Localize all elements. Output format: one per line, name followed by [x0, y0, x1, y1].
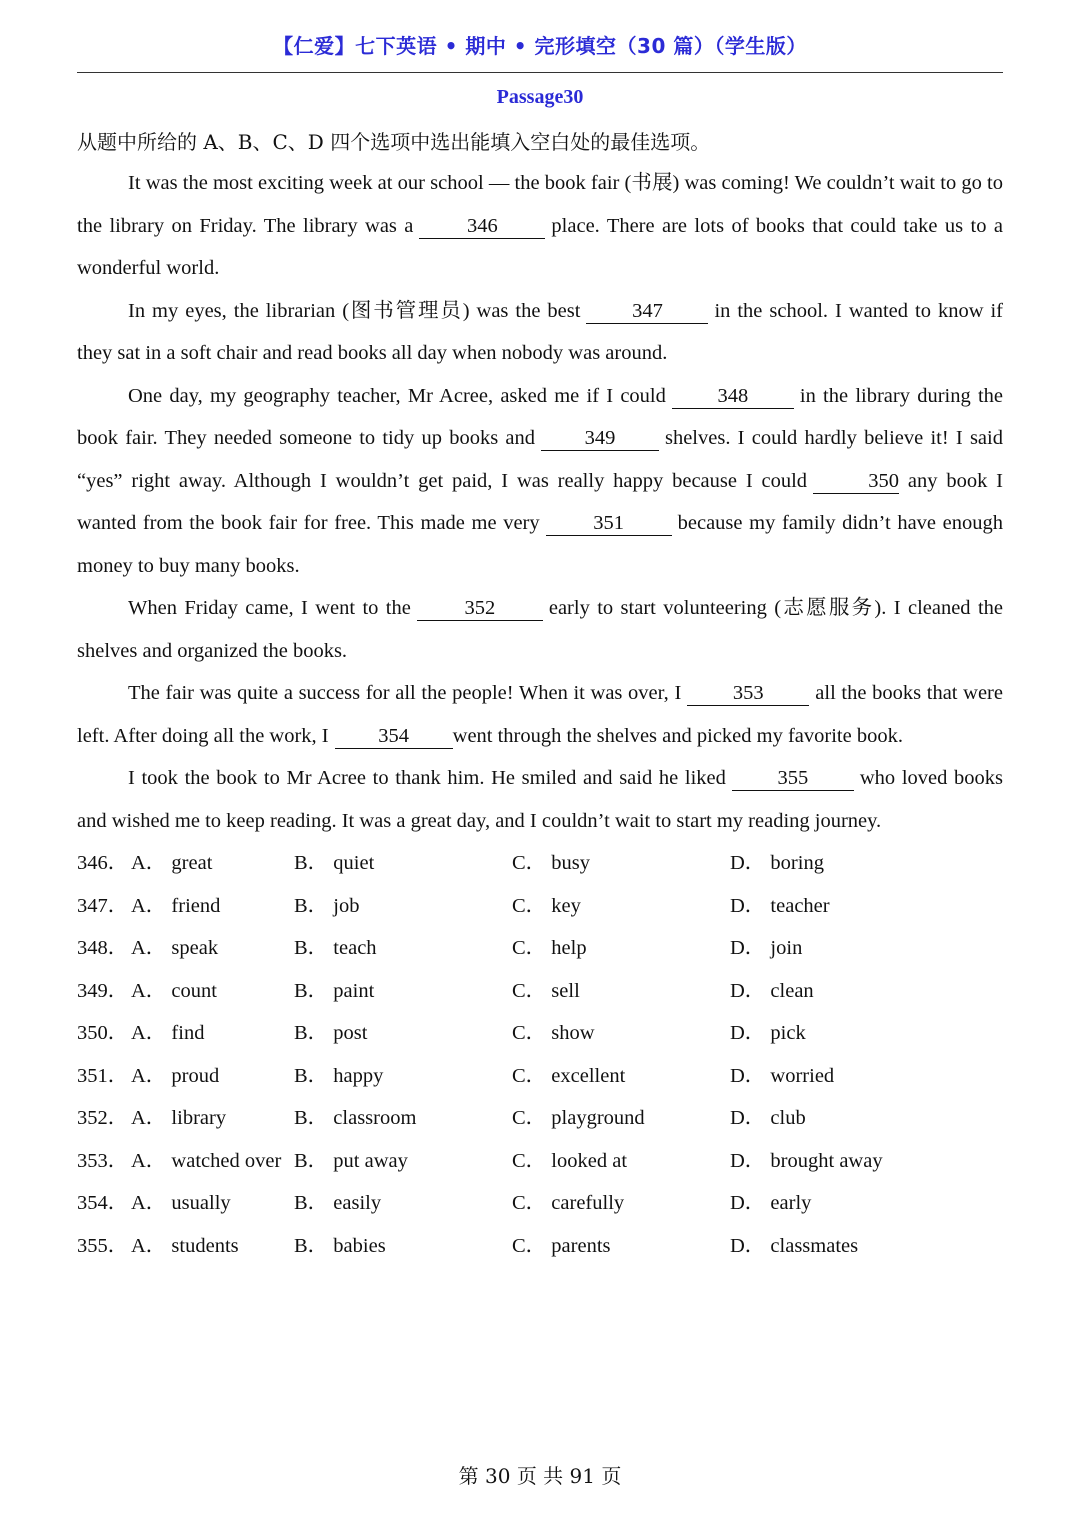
option-c: C． help: [512, 937, 587, 959]
option-a: A． speak: [131, 937, 219, 959]
option-b: B． babies: [294, 1234, 386, 1257]
paragraph-text: One day, my geography teacher, Mr Acree, asked me if I could: [128, 384, 666, 407]
blank-346: 346: [419, 214, 545, 239]
question-number: 346．: [77, 852, 129, 874]
option-c: C． parents: [512, 1234, 611, 1257]
paragraph-text: any book I wanted from the book fair for free. This made me very: [77, 469, 1003, 534]
option-d: D． join: [730, 937, 803, 959]
blank-353: 353: [687, 681, 809, 706]
option-a: A． usually: [131, 1192, 231, 1214]
paragraph-text: The fair was quite a success for all the people! When it was over, I: [128, 682, 682, 704]
question-row: [77, 1182, 1007, 1225]
header-divider: [77, 72, 1003, 73]
paragraph-text: all the books that were left. After doing all the work, I: [77, 682, 1003, 747]
option-d: D． club: [730, 1107, 806, 1129]
option-c: C． looked at: [512, 1149, 628, 1172]
option-c: C． playground: [512, 1107, 645, 1129]
paragraph-text: in the school. I wanted to know if they sat in a soft chair and read books all day when nobody was around.: [77, 299, 1004, 364]
paragraph-5: [77, 672, 1003, 757]
option-c: C． excellent: [512, 1064, 626, 1087]
question-row: [77, 885, 1007, 928]
question-row: [77, 1097, 1007, 1140]
question-number: 351．: [77, 1064, 129, 1087]
blank-348: 348: [672, 384, 794, 409]
instruction-text: 从题中所给的 A、B、C、D 四个选项中选出能填入空白处的最佳选项。: [77, 130, 711, 154]
option-d: D． worried: [730, 1064, 835, 1087]
option-b: B． easily: [294, 1192, 382, 1214]
question-row: [77, 1140, 1007, 1183]
paragraph-text: It was the most exciting week at our school — the book fair (书展) was coming! We couldn’t wait to go to the library on Friday. The library was a: [77, 172, 1003, 237]
paragraph-3: [77, 375, 1003, 588]
option-a: A． proud: [131, 1064, 220, 1087]
option-a: A． find: [131, 1022, 205, 1044]
paragraph-text: In my eyes, the librarian (图书管理员) was the best: [128, 299, 581, 322]
option-c: C． key: [512, 894, 581, 917]
option-d: D． boring: [730, 852, 824, 874]
blank-350: 350: [813, 469, 899, 494]
paragraph-text: I took the book to Mr Acree to thank him. He smiled and said he liked: [128, 767, 726, 789]
paragraph-text: When Friday came, I went to the: [128, 597, 411, 619]
question-number: 350．: [77, 1022, 129, 1044]
option-b: B． classroom: [294, 1107, 417, 1129]
passage-body: [77, 162, 1003, 842]
question-number: 352．: [77, 1107, 129, 1129]
question-row: [77, 1055, 1007, 1098]
option-b: B． happy: [294, 1064, 384, 1087]
question-number: 349．: [77, 979, 129, 1002]
option-d: D． early: [730, 1192, 812, 1214]
paragraph-text: place. There are lots of books that could take us to a wonderful world.: [77, 214, 1003, 279]
question-row: [77, 1012, 1007, 1055]
option-d: D． pick: [730, 1022, 806, 1044]
option-d: D． brought away: [730, 1149, 883, 1172]
document-header-title: 【仁爱】七下英语 • 期中 • 完形填空（30 篇）（学生版）: [273, 34, 807, 58]
paragraph-text: shelves. I could hardly believe it! I said “yes” right away. Although I wouldn’t get paid, I was really happy because I could: [77, 427, 1003, 492]
option-d: D． teacher: [730, 894, 830, 917]
option-a: A． watched over: [131, 1149, 282, 1172]
option-b: B． quiet: [294, 852, 375, 874]
option-a: A． count: [131, 979, 217, 1002]
option-a: A． great: [131, 852, 213, 874]
paragraph-1: [77, 162, 1003, 290]
question-number: 354．: [77, 1192, 129, 1214]
option-a: A． library: [131, 1107, 227, 1129]
option-b: B． put away: [294, 1149, 408, 1172]
option-a: A． friend: [131, 894, 221, 917]
option-b: B． teach: [294, 937, 377, 959]
paragraph-2: [77, 290, 1003, 375]
option-c: C． busy: [512, 852, 591, 874]
blank-347: 347: [586, 299, 708, 324]
option-b: B． paint: [294, 979, 375, 1002]
page-footer: 第 30 页 共 91 页: [458, 1464, 622, 1488]
paragraph-text: who loved books and wished me to keep reading. It was a great day, and I couldn’t wait to start my reading journey.: [77, 767, 1003, 832]
question-number: 355．: [77, 1234, 129, 1257]
paragraph-text: went through the shelves and picked my favorite book.: [452, 724, 903, 747]
option-b: B． job: [294, 894, 360, 917]
question-number: 353．: [77, 1149, 129, 1172]
blank-352: 352: [417, 596, 543, 621]
blank-349: 349: [541, 426, 659, 451]
option-b: B． post: [294, 1022, 368, 1044]
blank-351: 351: [546, 511, 672, 536]
paragraph-text: early to start volunteering (志愿服务). I cleaned the shelves and organized the books.: [77, 597, 1003, 662]
paragraph-6: [77, 757, 1003, 842]
blank-354: 354: [335, 724, 453, 749]
question-row: [77, 927, 1007, 970]
answer-options-list: [77, 842, 1007, 1267]
option-c: C． sell: [512, 979, 580, 1002]
question-row: [77, 970, 1007, 1013]
question-row: [77, 1225, 1007, 1268]
option-d: D． classmates: [730, 1234, 859, 1257]
option-c: C． show: [512, 1022, 595, 1044]
paragraph-4: [77, 587, 1003, 672]
paragraph-text: because my family didn’t have enough money to buy many books.: [77, 512, 1004, 577]
question-number: 348．: [77, 937, 129, 959]
option-d: D． clean: [730, 979, 814, 1002]
passage-title: Passage30: [496, 86, 584, 108]
blank-355: 355: [732, 766, 854, 791]
question-number: 347．: [77, 894, 129, 917]
question-row: [77, 842, 1007, 885]
paragraph-text: in the library during the book fair. They needed someone to tidy up books and: [77, 384, 1003, 449]
option-c: C． carefully: [512, 1192, 625, 1214]
option-a: A． students: [131, 1234, 239, 1257]
